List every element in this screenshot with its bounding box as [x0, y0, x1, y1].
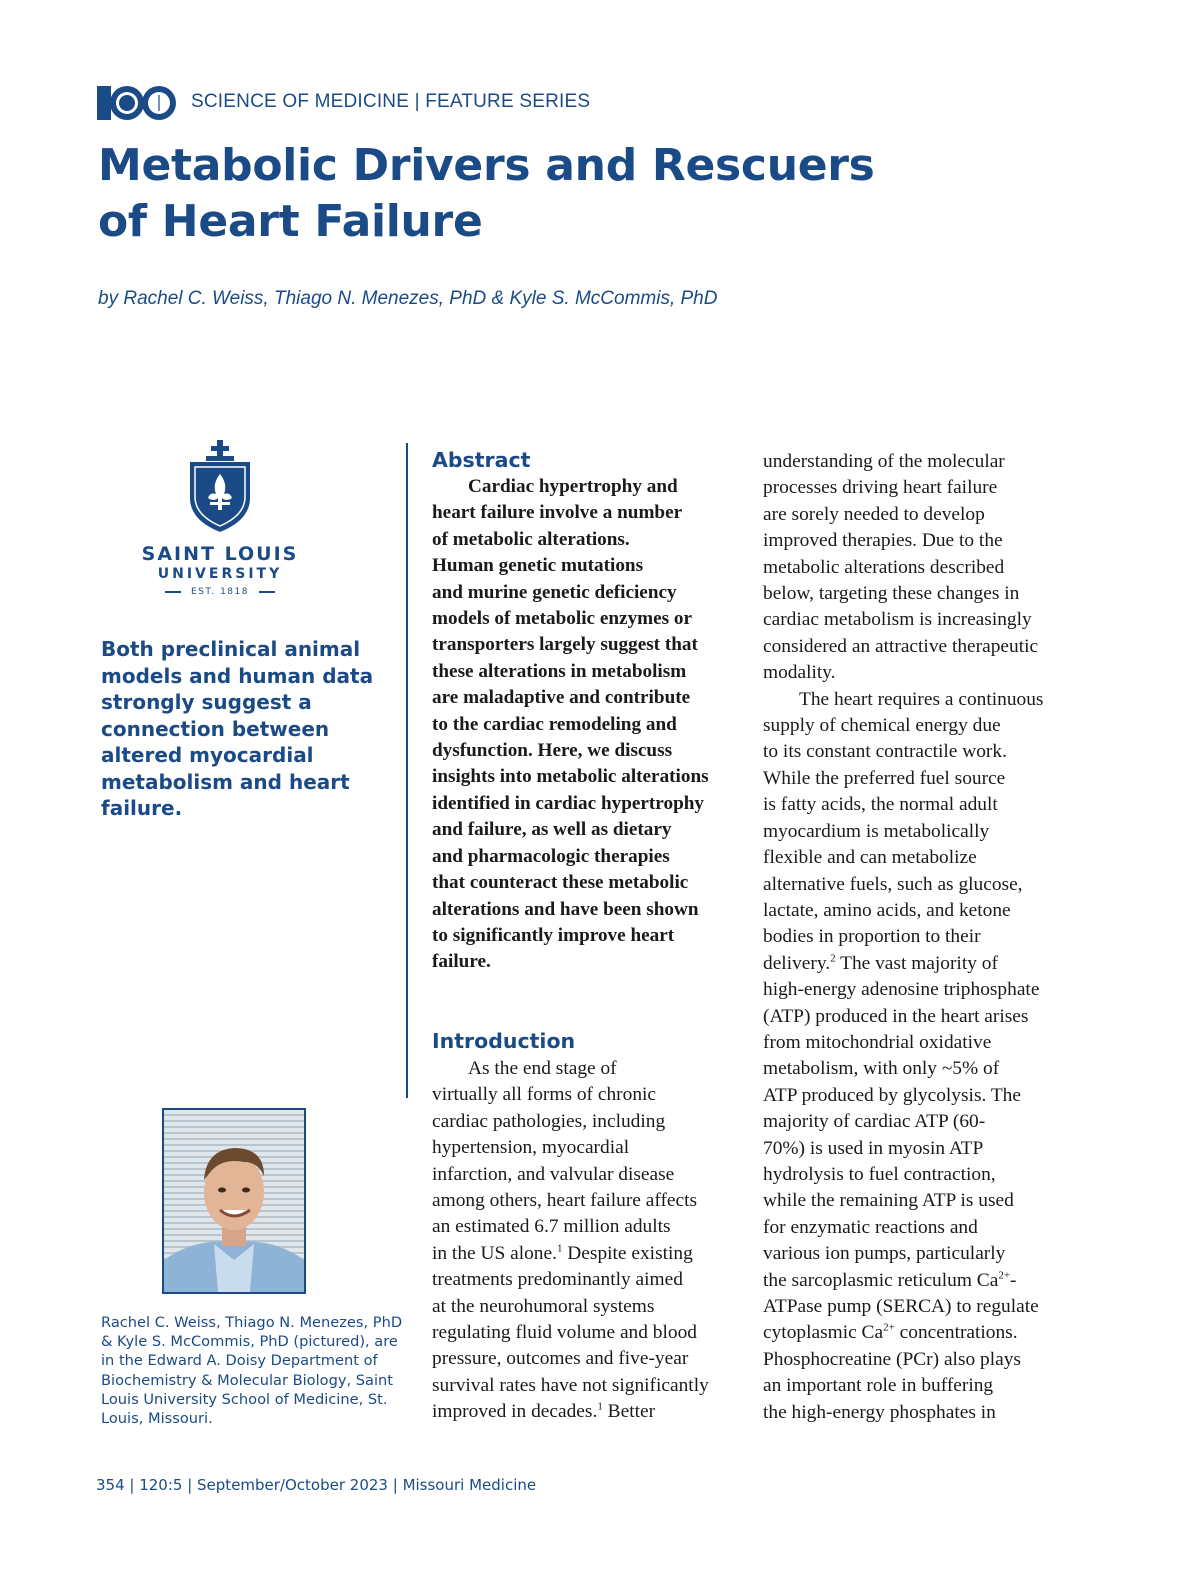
- body-line: improved therapies. Due to the: [763, 530, 1003, 552]
- introduction-heading: Introduction: [432, 1029, 576, 1053]
- body-line: understanding of the molecular: [763, 451, 1005, 472]
- body-line: is fatty acids, the normal adult: [763, 794, 998, 816]
- body-line: processes driving heart failure: [763, 477, 998, 499]
- slu-est: [140, 587, 300, 597]
- body-line: considered an attractive therapeutic: [763, 635, 1039, 657]
- body-line: 70%) is used in myosin ATP: [763, 1137, 984, 1159]
- body-line: for enzymatic reactions and: [763, 1216, 978, 1238]
- slu-name-line-2: UNIVERSITY: [157, 566, 283, 582]
- title-line-1: Metabolic Drivers and Rescuers: [98, 140, 875, 191]
- slu-name-line-1: SAINT LOUIS: [141, 543, 299, 565]
- slu-logo: [140, 440, 300, 597]
- intro-line: in the US alone.: [432, 1242, 557, 1264]
- body-line: high-energy adenosine triphosphate: [763, 979, 1040, 1001]
- abstract-line: and pharmacologic therapies: [432, 845, 670, 867]
- intro-line: As the end stage of: [468, 1058, 617, 1079]
- abstract-line: and failure, as well as dietary: [432, 819, 672, 841]
- intro-line: an estimated 6.7 million adults: [432, 1216, 671, 1238]
- body-line: The vast majority of: [835, 952, 998, 974]
- abstract-line: to significantly improve heart: [432, 924, 675, 946]
- body-text-right-column: [763, 449, 1093, 1426]
- abstract-line: Cardiac hypertrophy and: [468, 476, 678, 497]
- abstract-text: [432, 474, 747, 976]
- ion-charge-superscript: 2+: [998, 1269, 1011, 1282]
- intro-line: infarction, and valvular disease: [432, 1163, 675, 1185]
- abstract-line: that counteract these metabolic: [432, 872, 689, 894]
- abstract-line: transporters largely suggest that: [432, 634, 698, 656]
- body-line: cardiac metabolism is increasingly: [763, 609, 1032, 631]
- body-line: while the remaining ATP is used: [763, 1190, 1014, 1212]
- abstract-line: of metabolic alterations.: [432, 528, 630, 550]
- body-line: The heart requires a continuous: [799, 688, 1044, 710]
- body-line: the sarcoplasmic reticulum Ca: [763, 1269, 999, 1291]
- column-divider: [406, 443, 408, 1098]
- abstract-line: failure.: [432, 951, 491, 973]
- abstract-line: identified in cardiac hypertrophy: [432, 792, 705, 814]
- body-line: to its constant contractile work.: [763, 741, 1007, 763]
- intro-line: virtually all forms of chronic: [432, 1084, 657, 1106]
- body-line: supply of chemical energy due: [763, 715, 1001, 737]
- body-line: are sorely needed to develop: [763, 503, 985, 525]
- body-line: bodies in proportion to their: [763, 926, 981, 948]
- body-line: -: [1010, 1269, 1017, 1291]
- body-line: delivery.: [763, 952, 831, 974]
- abstract-line: models of metabolic enzymes or: [432, 608, 693, 630]
- byline: by Rachel C. Weiss, Thiago N. Menezes, PhD & Kyle S. McCommis, PhD: [98, 288, 718, 309]
- series-label: SCIENCE OF MEDICINE | FEATURE SERIES: [191, 91, 591, 112]
- citation-superscript: 2: [830, 952, 836, 965]
- intro-line: at the neurohumoral systems: [432, 1295, 655, 1317]
- sma-100-logo: [97, 82, 179, 122]
- intro-line: hypertension, myocardial: [432, 1137, 630, 1159]
- body-line: (ATP) produced in the heart arises: [763, 1005, 1029, 1027]
- abstract-line: and murine genetic deficiency: [432, 581, 677, 603]
- abstract-line: Human genetic mutations: [432, 555, 644, 577]
- body-line: flexible and can metabolize: [763, 847, 977, 869]
- intro-line: survival rates have not significantly: [432, 1374, 709, 1396]
- body-line: the high-energy phosphates in: [763, 1401, 996, 1423]
- intro-line: Despite existing: [562, 1242, 693, 1264]
- body-line: hydrolysis to fuel contraction,: [763, 1163, 996, 1185]
- body-line: below, targeting these changes in: [763, 583, 1020, 605]
- abstract-heading: Abstract: [432, 448, 531, 472]
- intro-line: among others, heart failure affects: [432, 1190, 698, 1212]
- pull-quote: Both preclinical animal models and human data strongly suggest a connection between altered myocardial metabolism and heart failure.: [101, 637, 374, 820]
- intro-line: Better: [602, 1401, 656, 1423]
- divider: [165, 591, 181, 593]
- author-caption: Rachel C. Weiss, Thiago N. Menezes, PhD & Kyle S. McCommis, PhD (pictured), are in the Edward A. Doisy Department of Biochemistry & Molecular Biology, Saint Louis University School of Medicine, St. Louis, Missouri.: [101, 1314, 403, 1428]
- slu-est-text: EST. 1818: [191, 587, 249, 597]
- introduction-text: [432, 1056, 742, 1426]
- body-line: metabolic alterations described: [763, 556, 1005, 578]
- title-line-2: of Heart Failure: [98, 196, 483, 247]
- abstract-line: are maladaptive and contribute: [432, 687, 691, 709]
- citation-superscript: 1: [556, 1242, 563, 1255]
- body-line: lactate, amino acids, and ketone: [763, 899, 1011, 921]
- body-line: ATP produced by glycolysis. The: [763, 1084, 1021, 1106]
- abstract-line: alterations and have been shown: [432, 898, 699, 920]
- article-title: [98, 138, 875, 250]
- divider: [259, 591, 275, 593]
- slu-shield-icon: [188, 440, 252, 532]
- body-line: metabolism, with only ~5% of: [763, 1058, 1000, 1080]
- body-line: While the preferred fuel source: [763, 767, 1006, 789]
- body-line: ATPase pump (SERCA) to regulate: [763, 1296, 1039, 1317]
- body-line: Phosphocreatine (PCr) also plays: [763, 1348, 1021, 1370]
- abstract-line: dysfunction. Here, we discuss: [432, 740, 673, 762]
- intro-line: pressure, outcomes and five-year: [432, 1348, 689, 1370]
- body-line: myocardium is metabolically: [763, 820, 990, 842]
- body-line: concentrations.: [894, 1322, 1018, 1344]
- series-header: [97, 82, 590, 122]
- abstract-line: to the cardiac remodeling and: [432, 713, 677, 735]
- body-line: from mitochondrial oxidative: [763, 1031, 992, 1053]
- body-line: majority of cardiac ATP (60-: [763, 1111, 986, 1133]
- page-footer: 354 | 120:5 | September/October 2023 | Missouri Medicine: [96, 1476, 537, 1494]
- intro-line: cardiac pathologies, including: [432, 1110, 666, 1132]
- abstract-line: insights into metabolic alterations: [432, 766, 709, 788]
- body-line: modality.: [763, 662, 836, 684]
- citation-superscript: 1: [597, 1400, 603, 1413]
- author-photo: [162, 1108, 306, 1294]
- abstract-line: these alterations in metabolism: [432, 660, 687, 682]
- intro-line: improved in decades.: [432, 1401, 598, 1423]
- intro-line: treatments predominantly aimed: [432, 1269, 683, 1291]
- body-line: various ion pumps, particularly: [763, 1243, 1006, 1265]
- body-line: cytoplasmic Ca: [763, 1322, 884, 1344]
- intro-line: regulating fluid volume and blood: [432, 1322, 697, 1344]
- ion-charge-superscript: 2+: [883, 1321, 895, 1334]
- body-line: an important role in buffering: [763, 1375, 994, 1397]
- body-line: alternative fuels, such as glucose,: [763, 873, 1023, 895]
- abstract-section: [432, 446, 747, 976]
- abstract-line: heart failure involve a number: [432, 502, 683, 524]
